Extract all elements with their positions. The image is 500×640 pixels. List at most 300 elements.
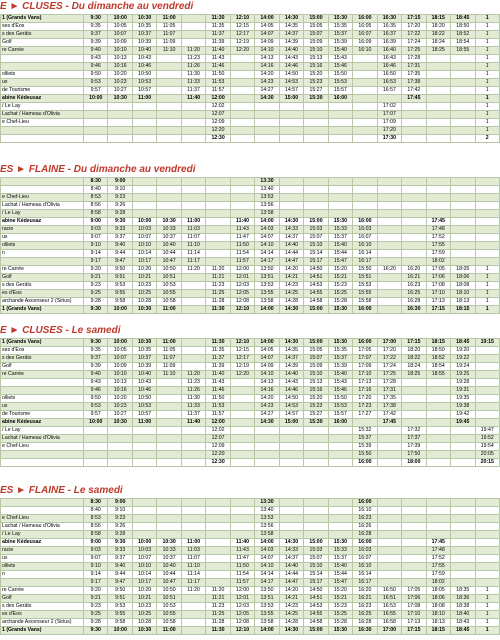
stop-name-cell: archande Ascenseur 2 (Sirius) bbox=[1, 298, 84, 306]
time-cell: 9:40 bbox=[84, 47, 108, 55]
time-cell: 16:40 bbox=[377, 47, 401, 55]
time-cell: 11:03 bbox=[181, 226, 205, 234]
time-cell: 14:23 bbox=[279, 282, 303, 290]
time-cell: 10:17 bbox=[132, 579, 156, 587]
time-cell: 1 bbox=[475, 95, 500, 103]
timetable-section bbox=[0, 163, 500, 314]
time-cell: 14:00 bbox=[255, 539, 279, 547]
time-cell: 11:14 bbox=[181, 571, 205, 579]
time-cell bbox=[181, 194, 205, 202]
time-cell: 10:55 bbox=[157, 290, 181, 298]
time-cell: 9:57 bbox=[84, 411, 108, 419]
time-cell: 17:31 bbox=[402, 63, 426, 71]
time-cell bbox=[84, 119, 108, 127]
time-cell bbox=[402, 379, 426, 387]
time-cell: 19:35 bbox=[451, 395, 475, 403]
time-cell: 14:58 bbox=[304, 619, 328, 627]
time-cell bbox=[426, 523, 450, 531]
time-cell: 12:30 bbox=[206, 135, 230, 143]
time-cell: 17:09 bbox=[353, 363, 377, 371]
table-row bbox=[1, 306, 500, 314]
time-cell bbox=[377, 290, 401, 298]
time-cell bbox=[206, 218, 230, 226]
time-cell bbox=[377, 427, 401, 435]
table-row bbox=[1, 387, 500, 395]
time-cell bbox=[132, 531, 156, 539]
time-cell: 10:23 bbox=[132, 603, 156, 611]
time-cell bbox=[157, 194, 181, 202]
time-cell: 15:07 bbox=[304, 31, 328, 39]
time-cell: 14:46 bbox=[279, 63, 303, 71]
time-cell: 14:20 bbox=[279, 266, 303, 274]
time-cell: 10:35 bbox=[132, 347, 156, 355]
time-cell: 19:25 bbox=[451, 371, 475, 379]
time-cell: 17:42 bbox=[402, 87, 426, 95]
time-cell: 9:51 bbox=[108, 274, 132, 282]
time-cell: 12:00 bbox=[230, 266, 254, 274]
time-cell bbox=[304, 103, 328, 111]
time-cell: 9:14 bbox=[84, 571, 108, 579]
time-cell bbox=[402, 531, 426, 539]
time-cell: 10:20 bbox=[132, 587, 156, 595]
time-cell: 9:47 bbox=[108, 579, 132, 587]
time-cell bbox=[157, 210, 181, 218]
time-cell: 14:17 bbox=[255, 258, 279, 266]
time-cell: 11:28 bbox=[206, 298, 230, 306]
time-cell: 12:10 bbox=[230, 306, 254, 314]
time-cell: 14:00 bbox=[255, 627, 279, 635]
time-cell: 10:40 bbox=[157, 563, 181, 571]
time-cell: 9:55 bbox=[108, 611, 132, 619]
time-cell: 9:40 bbox=[108, 242, 132, 250]
time-cell: 9:43 bbox=[84, 379, 108, 387]
time-cell: 11:20 bbox=[206, 587, 230, 595]
time-cell: 11:30 bbox=[206, 627, 230, 635]
time-cell bbox=[181, 435, 205, 443]
time-cell: 9:30 bbox=[84, 306, 108, 314]
time-cell: 15:57 bbox=[328, 87, 352, 95]
time-cell: 9:21 bbox=[84, 274, 108, 282]
time-cell bbox=[402, 210, 426, 218]
time-cell bbox=[377, 298, 401, 306]
time-cell: 17:06 bbox=[426, 274, 450, 282]
time-cell: 17:20 bbox=[402, 23, 426, 31]
time-cell: 15:07 bbox=[304, 555, 328, 563]
time-cell: 19:38 bbox=[451, 403, 475, 411]
time-cell: 15:28 bbox=[328, 298, 352, 306]
time-cell: 10:37 bbox=[157, 555, 181, 563]
time-cell: 10:53 bbox=[157, 282, 181, 290]
time-cell bbox=[402, 563, 426, 571]
time-cell: 9:10 bbox=[108, 507, 132, 515]
time-cell: 10:07 bbox=[132, 234, 156, 242]
time-cell: 10:58 bbox=[157, 619, 181, 627]
table-row bbox=[1, 411, 500, 419]
time-cell bbox=[426, 127, 450, 135]
time-cell bbox=[206, 178, 230, 186]
time-cell bbox=[475, 563, 500, 571]
stop-name-cell: ses d'Eos bbox=[1, 23, 84, 31]
time-cell bbox=[206, 499, 230, 507]
time-cell bbox=[132, 178, 156, 186]
time-cell: 9:33 bbox=[108, 547, 132, 555]
stop-name-cell bbox=[1, 258, 84, 266]
table-row bbox=[1, 266, 500, 274]
time-cell: 18:15 bbox=[426, 15, 450, 23]
time-cell: 17:20 bbox=[377, 347, 401, 355]
time-cell: 13:55 bbox=[255, 611, 279, 619]
time-cell bbox=[328, 135, 352, 143]
time-cell bbox=[328, 186, 352, 194]
time-cell bbox=[475, 371, 500, 379]
time-cell: 17:10 bbox=[426, 290, 450, 298]
time-cell bbox=[230, 71, 254, 79]
time-cell: 14:57 bbox=[279, 87, 303, 95]
time-cell: 15:23 bbox=[304, 79, 328, 87]
time-cell bbox=[353, 210, 377, 218]
time-cell bbox=[230, 507, 254, 515]
time-cell: 1 bbox=[475, 31, 500, 39]
time-cell bbox=[426, 111, 450, 119]
time-cell: 1 bbox=[475, 127, 500, 135]
stop-name-cell: 1 (Grands Vans) bbox=[1, 306, 84, 314]
stop-name-cell: 1 (Grands Vans) bbox=[1, 15, 84, 23]
time-cell bbox=[206, 555, 230, 563]
stop-name-cell: racie bbox=[1, 547, 84, 555]
time-cell bbox=[475, 531, 500, 539]
time-cell bbox=[157, 515, 181, 523]
time-cell: 14:37 bbox=[279, 31, 303, 39]
time-cell bbox=[377, 186, 401, 194]
time-cell: 10:09 bbox=[108, 39, 132, 47]
time-cell: 13:58 bbox=[255, 298, 279, 306]
time-cell bbox=[451, 547, 475, 555]
stop-name-cell: re Carrée bbox=[1, 47, 84, 55]
time-cell bbox=[181, 507, 205, 515]
table-row bbox=[1, 531, 500, 539]
time-cell bbox=[402, 499, 426, 507]
time-cell: 14:35 bbox=[279, 23, 303, 31]
time-cell bbox=[206, 242, 230, 250]
time-cell bbox=[157, 395, 181, 403]
time-cell bbox=[181, 595, 205, 603]
time-cell bbox=[181, 135, 205, 143]
time-cell: 10:53 bbox=[132, 403, 156, 411]
time-cell: 11:33 bbox=[181, 403, 205, 411]
time-cell: 10:46 bbox=[132, 387, 156, 395]
time-cell: 17:23 bbox=[353, 403, 377, 411]
time-cell: 14:50 bbox=[304, 266, 328, 274]
time-cell bbox=[475, 178, 500, 186]
time-cell: 11:00 bbox=[132, 419, 156, 427]
time-cell: 9:53 bbox=[84, 79, 108, 87]
time-cell: 11:07 bbox=[157, 355, 181, 363]
time-cell: 17:15 bbox=[402, 339, 426, 347]
time-cell bbox=[279, 119, 303, 127]
time-cell bbox=[84, 111, 108, 119]
time-cell: 10:14 bbox=[132, 250, 156, 258]
time-cell bbox=[181, 15, 205, 23]
time-cell: 14:00 bbox=[255, 15, 279, 23]
time-cell: 9:53 bbox=[84, 403, 108, 411]
time-cell bbox=[451, 111, 475, 119]
time-cell bbox=[157, 411, 181, 419]
time-cell bbox=[304, 427, 328, 435]
time-cell bbox=[157, 459, 181, 467]
time-cell: 1 bbox=[475, 55, 500, 63]
time-cell: 17:31 bbox=[377, 387, 401, 395]
time-cell: 11:50 bbox=[206, 395, 230, 403]
stop-name-cell: Golf bbox=[1, 39, 84, 47]
time-cell bbox=[108, 435, 132, 443]
stop-name-cell: s des Gerāts bbox=[1, 31, 84, 39]
time-cell: 14:50 bbox=[279, 395, 303, 403]
time-cell: 15:00 bbox=[304, 339, 328, 347]
time-cell bbox=[475, 499, 500, 507]
time-cell bbox=[426, 411, 450, 419]
time-cell: 15:28 bbox=[328, 619, 352, 627]
time-cell: 18:25 bbox=[402, 371, 426, 379]
time-cell bbox=[132, 127, 156, 135]
time-cell bbox=[451, 539, 475, 547]
time-cell: 8:56 bbox=[84, 523, 108, 531]
time-cell bbox=[181, 603, 205, 611]
time-cell bbox=[206, 507, 230, 515]
time-cell bbox=[230, 523, 254, 531]
section-title: E ► CLUSES - Le samedi bbox=[0, 325, 121, 336]
table-row bbox=[1, 258, 500, 266]
stop-name-cell: e Chef-Lieu bbox=[1, 443, 84, 451]
time-cell bbox=[426, 499, 450, 507]
time-cell bbox=[451, 443, 475, 451]
time-cell: 11:26 bbox=[181, 63, 205, 71]
time-cell bbox=[279, 186, 303, 194]
time-cell bbox=[377, 555, 401, 563]
stop-name-cell: re Carrée bbox=[1, 371, 84, 379]
table-row bbox=[1, 555, 500, 563]
time-cell: 16:10 bbox=[353, 47, 377, 55]
time-cell: 14:30 bbox=[279, 306, 303, 314]
time-cell: 16:00 bbox=[353, 218, 377, 226]
time-cell bbox=[230, 103, 254, 111]
time-cell bbox=[377, 226, 401, 234]
time-cell: 12:20 bbox=[230, 47, 254, 55]
time-cell bbox=[402, 515, 426, 523]
time-cell: 15:53 bbox=[353, 282, 377, 290]
time-cell bbox=[377, 571, 401, 579]
time-cell: 15:00 bbox=[304, 539, 328, 547]
time-cell bbox=[328, 515, 352, 523]
time-cell: 10:21 bbox=[132, 274, 156, 282]
time-cell bbox=[475, 515, 500, 523]
stop-name-cell bbox=[1, 507, 84, 515]
time-cell: 1 bbox=[475, 119, 500, 127]
time-cell: 10:09 bbox=[108, 363, 132, 371]
time-cell bbox=[206, 515, 230, 523]
time-cell: 12:01 bbox=[230, 595, 254, 603]
time-cell: 12:15 bbox=[230, 347, 254, 355]
stop-name-cell: de Tourisme bbox=[1, 87, 84, 95]
time-cell bbox=[451, 135, 475, 143]
time-cell bbox=[84, 103, 108, 111]
time-cell: 1 bbox=[475, 266, 500, 274]
time-cell: 15:37 bbox=[328, 555, 352, 563]
time-cell bbox=[377, 539, 401, 547]
time-cell: 15:00 bbox=[304, 627, 328, 635]
time-cell: 18:20 bbox=[402, 347, 426, 355]
time-cell bbox=[181, 499, 205, 507]
time-cell bbox=[157, 186, 181, 194]
time-cell bbox=[279, 531, 303, 539]
time-cell bbox=[132, 515, 156, 523]
time-cell: 13:56 bbox=[255, 523, 279, 531]
time-cell bbox=[181, 274, 205, 282]
time-cell bbox=[402, 523, 426, 531]
time-cell: 18:52 bbox=[451, 31, 475, 39]
time-cell: 14:00 bbox=[255, 306, 279, 314]
time-cell bbox=[181, 306, 205, 314]
time-cell bbox=[157, 178, 181, 186]
time-cell bbox=[304, 119, 328, 127]
time-cell: 13:58 bbox=[255, 619, 279, 627]
time-cell bbox=[230, 127, 254, 135]
time-cell bbox=[426, 387, 450, 395]
time-cell bbox=[377, 282, 401, 290]
time-cell bbox=[84, 451, 108, 459]
time-cell: 14:53 bbox=[279, 403, 303, 411]
time-cell bbox=[402, 202, 426, 210]
time-cell bbox=[475, 218, 500, 226]
time-cell: 14:30 bbox=[279, 339, 303, 347]
time-cell: 15:50 bbox=[353, 266, 377, 274]
time-cell: 17:55 bbox=[426, 563, 450, 571]
time-cell bbox=[230, 387, 254, 395]
time-cell: 15:35 bbox=[328, 347, 352, 355]
table-row bbox=[1, 523, 500, 531]
time-cell: 9:20 bbox=[84, 587, 108, 595]
time-cell: 10:55 bbox=[157, 611, 181, 619]
time-cell: 11:46 bbox=[206, 63, 230, 71]
time-cell bbox=[108, 127, 132, 135]
time-cell: 10:00 bbox=[108, 15, 132, 23]
time-cell: 9:37 bbox=[84, 355, 108, 363]
time-cell bbox=[402, 258, 426, 266]
table-row bbox=[1, 23, 500, 31]
time-cell: 16:58 bbox=[377, 619, 401, 627]
time-cell bbox=[181, 210, 205, 218]
time-cell: 11:57 bbox=[206, 411, 230, 419]
time-cell: 8:56 bbox=[84, 202, 108, 210]
time-cell: 9:23 bbox=[84, 603, 108, 611]
time-cell: 12:19 bbox=[230, 39, 254, 47]
time-cell: 17:27 bbox=[353, 411, 377, 419]
time-cell: 9:30 bbox=[84, 15, 108, 23]
time-cell: 18:24 bbox=[402, 363, 426, 371]
time-cell bbox=[181, 523, 205, 531]
time-cell: 1 bbox=[475, 71, 500, 79]
time-cell: 14:28 bbox=[279, 298, 303, 306]
time-cell: 16:53 bbox=[377, 603, 401, 611]
stop-name-cell bbox=[1, 459, 84, 467]
time-cell bbox=[84, 435, 108, 443]
time-cell bbox=[181, 290, 205, 298]
time-cell: 14:23 bbox=[279, 603, 303, 611]
time-cell: 1 bbox=[475, 47, 500, 55]
time-cell: 12:09 bbox=[206, 119, 230, 127]
time-cell bbox=[451, 226, 475, 234]
time-cell: 14:07 bbox=[255, 234, 279, 242]
table-row bbox=[1, 31, 500, 39]
table-row bbox=[1, 435, 500, 443]
time-cell bbox=[230, 55, 254, 63]
time-cell bbox=[181, 23, 205, 31]
time-cell bbox=[426, 379, 450, 387]
stop-name-cell bbox=[1, 135, 84, 143]
time-cell bbox=[426, 202, 450, 210]
time-cell: 15:30 bbox=[328, 15, 352, 23]
time-cell: 18:15 bbox=[426, 339, 450, 347]
time-cell bbox=[132, 459, 156, 467]
time-cell: 15:10 bbox=[304, 47, 328, 55]
time-cell bbox=[328, 451, 352, 459]
time-cell: 15:30 bbox=[328, 339, 352, 347]
time-cell: 19:45 bbox=[451, 419, 475, 427]
time-cell: 11:07 bbox=[181, 234, 205, 242]
table-row bbox=[1, 47, 500, 55]
time-cell bbox=[157, 63, 181, 71]
time-cell bbox=[328, 459, 352, 467]
time-cell: 11:09 bbox=[157, 363, 181, 371]
time-cell: 11:20 bbox=[181, 266, 205, 274]
stop-name-cell: s des Gerāts bbox=[1, 603, 84, 611]
time-cell bbox=[328, 499, 352, 507]
time-cell: 9:33 bbox=[108, 226, 132, 234]
time-cell bbox=[353, 127, 377, 135]
time-cell: 14:30 bbox=[255, 419, 279, 427]
time-cell bbox=[181, 531, 205, 539]
time-cell: 11:20 bbox=[206, 266, 230, 274]
time-cell: 17:08 bbox=[402, 603, 426, 611]
time-cell bbox=[451, 563, 475, 571]
time-cell bbox=[377, 435, 401, 443]
time-cell: 9:20 bbox=[84, 266, 108, 274]
time-cell bbox=[181, 427, 205, 435]
time-cell: 11:28 bbox=[206, 619, 230, 627]
time-cell: 12:10 bbox=[230, 339, 254, 347]
time-cell: 16:10 bbox=[353, 563, 377, 571]
time-cell: 15:27 bbox=[304, 411, 328, 419]
time-cell: 10:28 bbox=[132, 298, 156, 306]
time-cell: 14:25 bbox=[279, 290, 303, 298]
table-row bbox=[1, 95, 500, 103]
time-cell bbox=[353, 63, 377, 71]
time-cell bbox=[304, 210, 328, 218]
time-cell: 9:21 bbox=[84, 595, 108, 603]
time-cell bbox=[451, 186, 475, 194]
time-cell: 18:05 bbox=[451, 266, 475, 274]
time-cell: 16:20 bbox=[353, 587, 377, 595]
time-cell: 15:47 bbox=[328, 579, 352, 587]
time-cell: 10:23 bbox=[132, 282, 156, 290]
time-cell: 14:16 bbox=[255, 387, 279, 395]
time-cell: 17:22 bbox=[402, 31, 426, 39]
time-cell: 1 bbox=[475, 15, 500, 23]
time-cell: 11:43 bbox=[230, 226, 254, 234]
time-cell bbox=[451, 242, 475, 250]
time-cell bbox=[255, 443, 279, 451]
time-cell: 9:46 bbox=[84, 387, 108, 395]
time-cell: 12:05 bbox=[230, 290, 254, 298]
